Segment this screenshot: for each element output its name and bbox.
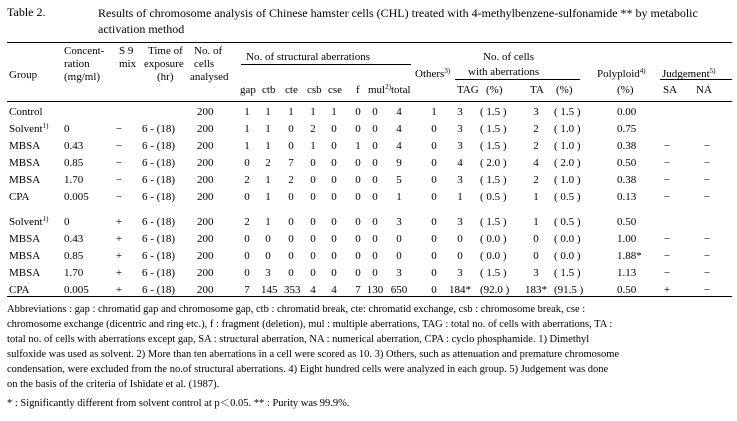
cell-s9: − (115, 123, 123, 135)
header-time-3: (hr) (157, 71, 174, 83)
cell-group (9, 267, 40, 280)
cell-csb: 0 (310, 157, 316, 169)
table-label: Table 2. (7, 5, 46, 19)
cell-gap: 0 (244, 157, 250, 169)
header-rule (7, 101, 732, 102)
cell-mul: 0 (372, 140, 378, 152)
cell-ctb: 1 (265, 140, 271, 152)
cell-group (9, 216, 48, 229)
cell-time: 6 - (18) (142, 284, 175, 296)
cell-na: − (703, 191, 711, 203)
cell-ta: 2 (533, 123, 539, 135)
cell-cte: 7 (288, 157, 294, 169)
cell-total: 5 (396, 174, 402, 186)
cell-total: 4 (396, 106, 402, 118)
cell-ta-pct: ( 1.5 ) (554, 267, 581, 279)
cell-csb: 4 (310, 284, 316, 296)
cell-gap: 2 (244, 216, 250, 228)
cell-total: 3 (396, 216, 402, 228)
cell-group-text: CPA (9, 191, 30, 203)
cell-mul: 0 (372, 250, 378, 262)
cell-na: − (703, 250, 711, 262)
cell-ctb: 1 (265, 106, 271, 118)
cell-others: 0 (431, 191, 437, 203)
cell-group-text: Control (9, 106, 43, 118)
cell-group-text: MBSA (9, 233, 41, 245)
cell-time: 6 - (18) (142, 267, 175, 279)
cell-conc: 0.85 (64, 157, 84, 169)
cell-s9: − (115, 157, 123, 169)
cell-ctb: 0 (265, 250, 271, 262)
header-polyploid-text: Polyploid (597, 68, 640, 80)
cell-group-text: MBSA (9, 140, 41, 152)
cell-gap: 2 (244, 174, 250, 186)
cell-na: − (703, 174, 711, 186)
cell-ta: 1 (533, 216, 539, 228)
cell-tag: 3 (457, 123, 463, 135)
cell-csb: 0 (310, 250, 316, 262)
cell-group (9, 191, 29, 204)
header-polyploid-percent: (%) (617, 84, 634, 96)
cell-time: 6 - (18) (142, 140, 175, 152)
cell-cells: 200 (197, 233, 214, 245)
header-tag: TAG (457, 84, 479, 96)
cell-cells: 200 (197, 174, 214, 186)
cell-group-text: MBSA (9, 267, 41, 279)
cell-gap: 1 (244, 140, 250, 152)
cell-ta: 4 (533, 157, 539, 169)
cell-cte: 2 (288, 174, 294, 186)
cell-group-text: Solvent (9, 123, 43, 135)
cell-cse: 0 (331, 174, 337, 186)
cell-cse: 0 (331, 267, 337, 279)
note-line-1: Abbreviations : gap : chromatid gap and chromosome gap, ctb : chromatid break, cte: chromatid exchange, csb : chromosome break, cse : (7, 304, 586, 315)
cell-f: 0 (355, 216, 361, 228)
header-tag-percent: (%) (486, 84, 503, 96)
cell-group-sup: 1) (42, 122, 49, 130)
header-others (415, 68, 450, 81)
cell-conc: 0.005 (64, 191, 89, 203)
cell-f: 0 (355, 106, 361, 118)
cell-gap: 1 (244, 123, 250, 135)
header-mul-text: mul (368, 84, 386, 96)
cell-sa: − (663, 250, 671, 262)
cell-others: 0 (431, 140, 437, 152)
cell-na: − (703, 140, 711, 152)
cell-tag-pct: ( 2.0 ) (480, 157, 507, 169)
cell-cte: 0 (288, 191, 294, 203)
header-total: total (391, 84, 411, 96)
cell-s9: + (115, 267, 123, 279)
cell-poly: 1.00 (617, 233, 637, 245)
cell-time: 6 - (18) (142, 233, 175, 245)
cell-gap: 0 (244, 233, 250, 245)
cell-cells: 200 (197, 267, 214, 279)
cell-sa: + (663, 284, 671, 296)
cell-tag: 3 (457, 140, 463, 152)
cell-cells: 200 (197, 106, 214, 118)
cell-group (9, 174, 40, 187)
cell-mul: 0 (372, 123, 378, 135)
cell-tag-pct: ( 1.5 ) (480, 174, 507, 186)
cell-cells: 200 (197, 123, 214, 135)
cell-total: 3 (396, 267, 402, 279)
cell-ctb: 1 (265, 216, 271, 228)
cell-na: − (703, 233, 711, 245)
cell-s9: − (115, 140, 123, 152)
cell-tag-pct: ( 0.5 ) (480, 191, 507, 203)
cell-f: 0 (355, 123, 361, 135)
table-title: Results of chromosome analysis of Chinese hamster cells (CHL) treated with 4-methylbenzene-sulfonamide ** by metabolic activation method (98, 6, 698, 36)
header-mul-sup: 2) (385, 83, 391, 91)
cell-cells: 200 (197, 191, 214, 203)
cell-sa: − (663, 267, 671, 279)
cell-cte: 1 (288, 106, 294, 118)
cell-na: − (703, 157, 711, 169)
cell-time: 6 - (18) (142, 216, 175, 228)
cell-conc: 1.70 (64, 267, 84, 279)
cell-ta-pct: ( 0.0 ) (554, 233, 581, 245)
cell-tag: 0 (457, 250, 463, 262)
header-structural-aberrations: No. of structural aberrations (246, 51, 371, 63)
cell-ta-pct: (91.5 ) (554, 284, 584, 296)
cell-time: 6 - (18) (142, 174, 175, 186)
cell-f: 0 (355, 250, 361, 262)
note-line-4: sulfoxide was used as solvent. 2) More than ten aberrations in a cell were scored as 10. 3) Others, such as attenuation and premature chromosome (7, 349, 620, 360)
cell-poly: 1.13 (617, 267, 637, 279)
cell-cte: 0 (288, 216, 294, 228)
cell-mul: 0 (372, 174, 378, 186)
cell-total: 650 (390, 284, 408, 296)
cell-cells: 200 (197, 157, 214, 169)
cell-ta: 3 (533, 267, 539, 279)
cell-gap: 0 (244, 267, 250, 279)
cell-time: 6 - (18) (142, 191, 175, 203)
header-ta: TA (530, 84, 544, 96)
cell-conc: 0 (64, 216, 70, 228)
header-mul (368, 84, 391, 97)
header-sa: SA (663, 84, 678, 96)
cell-tag: 0 (457, 233, 463, 245)
cell-others: 0 (431, 157, 437, 169)
cell-total: 4 (396, 140, 402, 152)
header-cse: cse (328, 84, 343, 96)
cell-cse: 0 (331, 140, 337, 152)
cell-total: 9 (396, 157, 402, 169)
cell-tag: 184* (449, 284, 471, 296)
cell-ctb: 1 (265, 174, 271, 186)
header-cells-1: No. of (194, 45, 223, 57)
header-concentration-3: (mg/ml) (64, 71, 101, 83)
cell-csb: 2 (310, 123, 316, 135)
cell-others: 0 (431, 284, 437, 296)
cell-cse: 0 (331, 191, 337, 203)
note-line-5: condensation, were excluded from the no.of structural aberrations. 4) Eight hundred cells were analyzed in each group. 5) Judgement was done (7, 364, 609, 375)
cell-poly: 0.50 (617, 284, 637, 296)
header-cells-with-aberrations-1: No. of cells (483, 51, 535, 63)
cell-total: 4 (396, 123, 402, 135)
cell-f: 1 (355, 140, 361, 152)
cell-ta: 2 (533, 174, 539, 186)
header-judgement (662, 68, 716, 81)
cell-poly: 0.38 (617, 174, 637, 186)
header-cells-2: cells (194, 58, 215, 70)
cell-ctb: 3 (265, 267, 271, 279)
note-line-6: on the basis of the criteria of Ishidate et al. (1987). (7, 379, 220, 390)
note-line-2: chromosome exchange (dicentric and ring etc.), f : fragment (deletion), mul : multiple aberrations, TAG : total no. of cells with aberrations, TA : (7, 319, 613, 330)
header-group: Group (9, 69, 38, 81)
cell-cte: 0 (288, 123, 294, 135)
cell-conc: 0.85 (64, 250, 84, 262)
cell-group-text: CPA (9, 284, 30, 296)
header-csb: csb (307, 84, 322, 96)
header-concentration-1: Concent- (64, 45, 105, 57)
cell-f: 7 (355, 284, 361, 296)
cell-conc: 0.43 (64, 140, 84, 152)
header-judgement-text: Judgement (662, 68, 710, 80)
header-others-sup: 3) (444, 67, 451, 75)
cell-tag-pct: ( 1.5 ) (480, 216, 507, 228)
header-s9-1: S 9 (119, 45, 134, 57)
cell-ta: 183* (525, 284, 547, 296)
cell-conc: 0 (64, 123, 70, 135)
cell-tag-pct: ( 0.0 ) (480, 233, 507, 245)
header-cte: cte (285, 84, 298, 96)
cell-ta-pct: ( 2.0 ) (554, 157, 581, 169)
cell-ta: 2 (533, 140, 539, 152)
top-rule (7, 42, 732, 43)
cell-ta-pct: ( 1.0 ) (554, 123, 581, 135)
header-polyploid (597, 68, 646, 81)
cell-gap: 7 (244, 284, 250, 296)
cell-ta-pct: ( 0.0 ) (554, 250, 581, 262)
cell-tag: 3 (457, 267, 463, 279)
cell-conc: 1.70 (64, 174, 84, 186)
cell-ta: 1 (533, 191, 539, 203)
cell-group-text: MBSA (9, 157, 41, 169)
cell-others: 0 (431, 123, 437, 135)
cell-csb: 0 (310, 191, 316, 203)
cell-others: 0 (431, 216, 437, 228)
cell-conc: 0.43 (64, 233, 84, 245)
cell-ta: 0 (533, 250, 539, 262)
cell-cells: 200 (197, 216, 214, 228)
cell-group-text: MBSA (9, 174, 41, 186)
cell-s9: + (115, 233, 123, 245)
cell-time: 6 - (18) (142, 123, 175, 135)
cell-sa: − (663, 140, 671, 152)
cell-group (9, 250, 40, 263)
cell-poly: 0.50 (617, 157, 637, 169)
cell-s9: + (115, 250, 123, 262)
cell-total: 0 (396, 250, 402, 262)
cell-sa: − (663, 233, 671, 245)
cell-others: 0 (431, 250, 437, 262)
cell-csb: 0 (310, 174, 316, 186)
cell-gap: 1 (244, 106, 250, 118)
cell-ctb: 2 (265, 157, 271, 169)
cell-sa: − (663, 174, 671, 186)
cell-tag-pct: ( 1.5 ) (480, 106, 507, 118)
cell-poly: 0.38 (617, 140, 637, 152)
header-cells-3: analysed (190, 71, 229, 83)
cell-conc: 0.005 (64, 284, 89, 296)
cell-total: 0 (396, 233, 402, 245)
cell-others: 0 (431, 267, 437, 279)
cell-csb: 1 (310, 106, 316, 118)
cell-poly: 0.75 (617, 123, 637, 135)
header-time-2: exposure (144, 58, 184, 70)
cell-ta-pct: ( 1.0 ) (554, 174, 581, 186)
cell-ta-pct: ( 0.5 ) (554, 216, 581, 228)
cell-tag: 3 (457, 106, 463, 118)
header-ctb: ctb (262, 84, 276, 96)
cell-cells: 200 (197, 140, 214, 152)
cell-ctb: 145 (261, 284, 278, 296)
cell-group (9, 140, 40, 153)
cell-group (9, 233, 40, 246)
cell-ta-pct: ( 0.5 ) (554, 191, 581, 203)
cell-gap: 0 (244, 250, 250, 262)
cell-csb: 1 (310, 140, 316, 152)
cell-mul: 130 (366, 284, 384, 296)
note-line-3: total no. of cells with aberrations except gap, SA : structural aberration, NA : numerical aberration, CPA : cyclo phosphamide. 1) Dimethyl (7, 334, 590, 345)
cell-poly: 1.88* (617, 250, 642, 262)
cell-tag-pct: (92.0 ) (480, 284, 510, 296)
cell-ta: 3 (533, 106, 539, 118)
cell-mul: 0 (372, 267, 378, 279)
cell-others: 0 (431, 233, 437, 245)
cell-s9: − (115, 174, 123, 186)
header-na: NA (696, 84, 712, 96)
cell-cells: 200 (197, 250, 214, 262)
cell-ctb: 1 (265, 191, 271, 203)
cell-cte: 0 (288, 250, 294, 262)
cell-s9: + (115, 284, 123, 296)
cell-sa: − (663, 157, 671, 169)
cell-group (9, 106, 43, 119)
cell-others: 0 (431, 174, 437, 186)
cell-cte: 0 (288, 233, 294, 245)
cell-cse: 1 (331, 106, 337, 118)
cell-tag-pct: ( 1.5 ) (480, 123, 507, 135)
header-s9-2: mix (119, 58, 137, 70)
header-cells-with-aberrations-2: with aberrations (468, 66, 540, 78)
cell-csb: 0 (310, 233, 316, 245)
cell-total: 1 (396, 191, 402, 203)
cell-ctb: 1 (265, 123, 271, 135)
cell-na: − (703, 284, 711, 296)
cell-f: 0 (355, 191, 361, 203)
header-others-text: Others (415, 68, 445, 80)
cell-group (9, 284, 29, 297)
cell-group (9, 157, 40, 170)
cell-cse: 0 (331, 216, 337, 228)
cell-cse: 0 (331, 250, 337, 262)
cell-s9: − (115, 191, 123, 203)
cell-cse: 0 (331, 123, 337, 135)
cell-gap: 0 (244, 191, 250, 203)
cell-mul: 0 (372, 106, 378, 118)
header-judgement-sup: 5) (709, 67, 716, 75)
cell-ta: 0 (533, 233, 539, 245)
cell-ta-pct: ( 1.5 ) (554, 106, 581, 118)
cell-mul: 0 (372, 157, 378, 169)
cell-sa: − (663, 191, 671, 203)
cell-group-sup: 1) (42, 215, 49, 223)
cell-mul: 0 (372, 191, 378, 203)
cell-cse: 4 (331, 284, 337, 296)
cell-cte: 353 (284, 284, 301, 296)
cell-cse: 0 (331, 157, 337, 169)
cell-csb: 0 (310, 216, 316, 228)
cell-na: − (703, 267, 711, 279)
cell-ta-pct: ( 1.0 ) (554, 140, 581, 152)
cell-tag: 3 (457, 174, 463, 186)
cell-cte: 0 (288, 267, 294, 279)
cell-tag: 1 (457, 191, 463, 203)
cell-f: 0 (355, 233, 361, 245)
cell-tag-pct: ( 1.5 ) (480, 140, 507, 152)
cell-group-text: MBSA (9, 250, 41, 262)
header-f: f (356, 84, 360, 96)
cell-group (9, 123, 48, 136)
cell-cse: 0 (331, 233, 337, 245)
cells-with-aberrations-rule (455, 79, 580, 80)
cell-poly: 0.00 (617, 106, 637, 118)
cell-time: 6 - (18) (142, 250, 175, 262)
structural-aberrations-rule (241, 64, 411, 65)
header-time-1: Time of (148, 45, 183, 57)
cell-f: 0 (355, 157, 361, 169)
cell-cells: 200 (197, 284, 214, 296)
header-concentration-2: ration (64, 58, 90, 70)
header-polyploid-sup: 4) (639, 67, 646, 75)
cell-tag: 3 (457, 216, 463, 228)
note-line-7: * : Significantly different from solvent control at p＜0.05. ** : Purity was 99.9%. (7, 398, 350, 409)
header-gap: gap (240, 84, 256, 96)
header-ta-percent: (%) (556, 84, 573, 96)
cell-group-text: Solvent (9, 216, 43, 228)
cell-poly: 0.50 (617, 216, 637, 228)
cell-csb: 0 (310, 267, 316, 279)
cell-tag-pct: ( 0.0 ) (480, 250, 507, 262)
cell-ctb: 0 (265, 233, 271, 245)
cell-time: 6 - (18) (142, 157, 175, 169)
cell-f: 0 (355, 267, 361, 279)
cell-others: 1 (431, 106, 437, 118)
cell-tag-pct: ( 1.5 ) (480, 267, 507, 279)
cell-mul: 0 (372, 216, 378, 228)
cell-s9: + (115, 216, 123, 228)
cell-poly: 0.13 (617, 191, 637, 203)
cell-mul: 0 (372, 233, 378, 245)
cell-f: 0 (355, 174, 361, 186)
cell-tag: 4 (457, 157, 463, 169)
cell-cte: 0 (288, 140, 294, 152)
